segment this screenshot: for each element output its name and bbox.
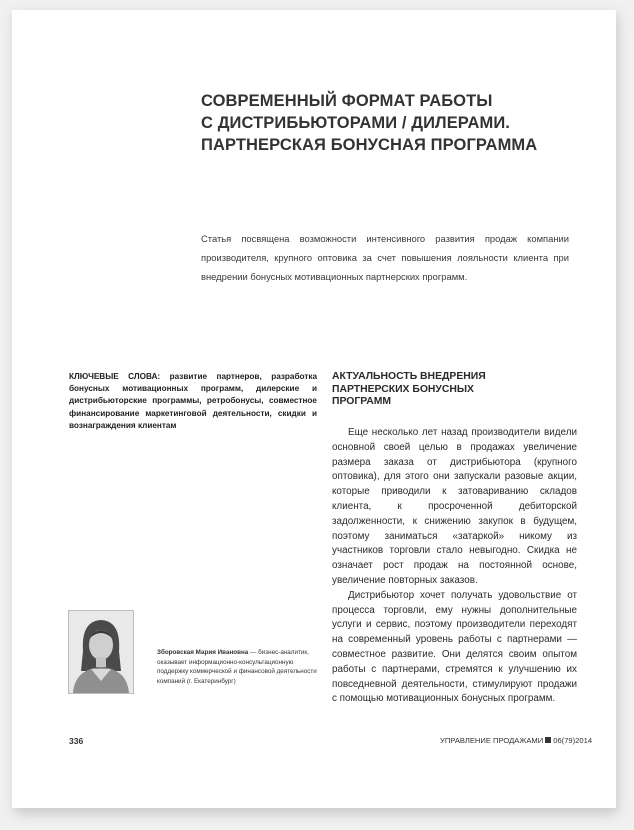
author-portrait-icon (68, 610, 134, 694)
journal-issue: 06(79)2014 (553, 736, 593, 745)
article-abstract: Статья посвящена возможности интенсивного развития продаж компании производителя, крупного оптовика за счет повышения лояльности клиента при внедрении бонусных мотивационных партнерских программ. (201, 233, 569, 282)
section-heading-line-1: АКТУАЛЬНОСТЬ ВНЕДРЕНИЯ (332, 371, 486, 382)
section-heading-line-2: ПАРТНЕРСКИХ БОНУСНЫХ (332, 383, 474, 395)
title-line-1: СОВРЕМЕННЫЙ ФОРМАТ РАБОТЫ (201, 92, 493, 110)
title-line-3: ПАРТНЕРСКАЯ БОНУСНАЯ ПРОГРАММА (201, 136, 538, 154)
journal-footer (440, 736, 592, 745)
keywords-text: развитие партнеров, разработка бонусных мотивационных программ, дилерские и дистрибьюторские программы, ретробонусы, совместное финансирование маркетинговой деятельности, скидки и вознаграждения клиентам (69, 372, 318, 430)
author-info (157, 648, 317, 686)
article-title (201, 90, 581, 156)
article-body (332, 426, 577, 707)
journal-name: УПРАВЛЕНИЕ ПРОДАЖАМИ (440, 736, 544, 745)
keywords-label: КЛЮЧЕВЫЕ СЛОВА: (69, 372, 161, 381)
author-bio: — бизнес-аналитик, оказывает информационно-консультационную поддержку коммерческой и финансовой деятельности компаний (г. Екатеринбург) (157, 649, 317, 685)
body-paragraph-2: Дистрибьютор хочет получать удовольствие от процесса торговли, ему нужны дополнительные услуги и сервис, поэтому производители переходят на современный уровень работы с партнерами — совместное развитие. Они делятся своим опытом работы с партнерами, стремятся к улучшению их повседневной деятельности, стимулируют продажи с помощью мотивационных бонусных программ. (332, 589, 577, 705)
section-heading (332, 371, 572, 409)
body-paragraph-1: Еще несколько лет назад производители видели основной своей целью в продажах увеличение размера заказа от дистрибьютора (крупного оптовика), для этого они запускали разовые акции, которые приводили к затовариванию складов клиента, к просроченной дебиторской задолженности, к снижению закупок в будущем, поэтому заниматься «затаркой» никому из участников торговли стало невыгодно. Скидка не означает рост продаж на постоянной основе, увеличение повторных заказов. (332, 427, 577, 586)
author-photo-drawing (69, 611, 133, 693)
keywords-block (69, 371, 317, 432)
square-separator-icon (545, 737, 551, 743)
title-line-2: С ДИСТРИБЬЮТОРАМИ / ДИЛЕРАМИ. (201, 114, 510, 132)
section-heading-line-3: ПРОГРАММ (332, 396, 392, 407)
author-name: Зборовская Мария Ивановна (157, 649, 249, 656)
page-number: 336 (69, 736, 84, 746)
